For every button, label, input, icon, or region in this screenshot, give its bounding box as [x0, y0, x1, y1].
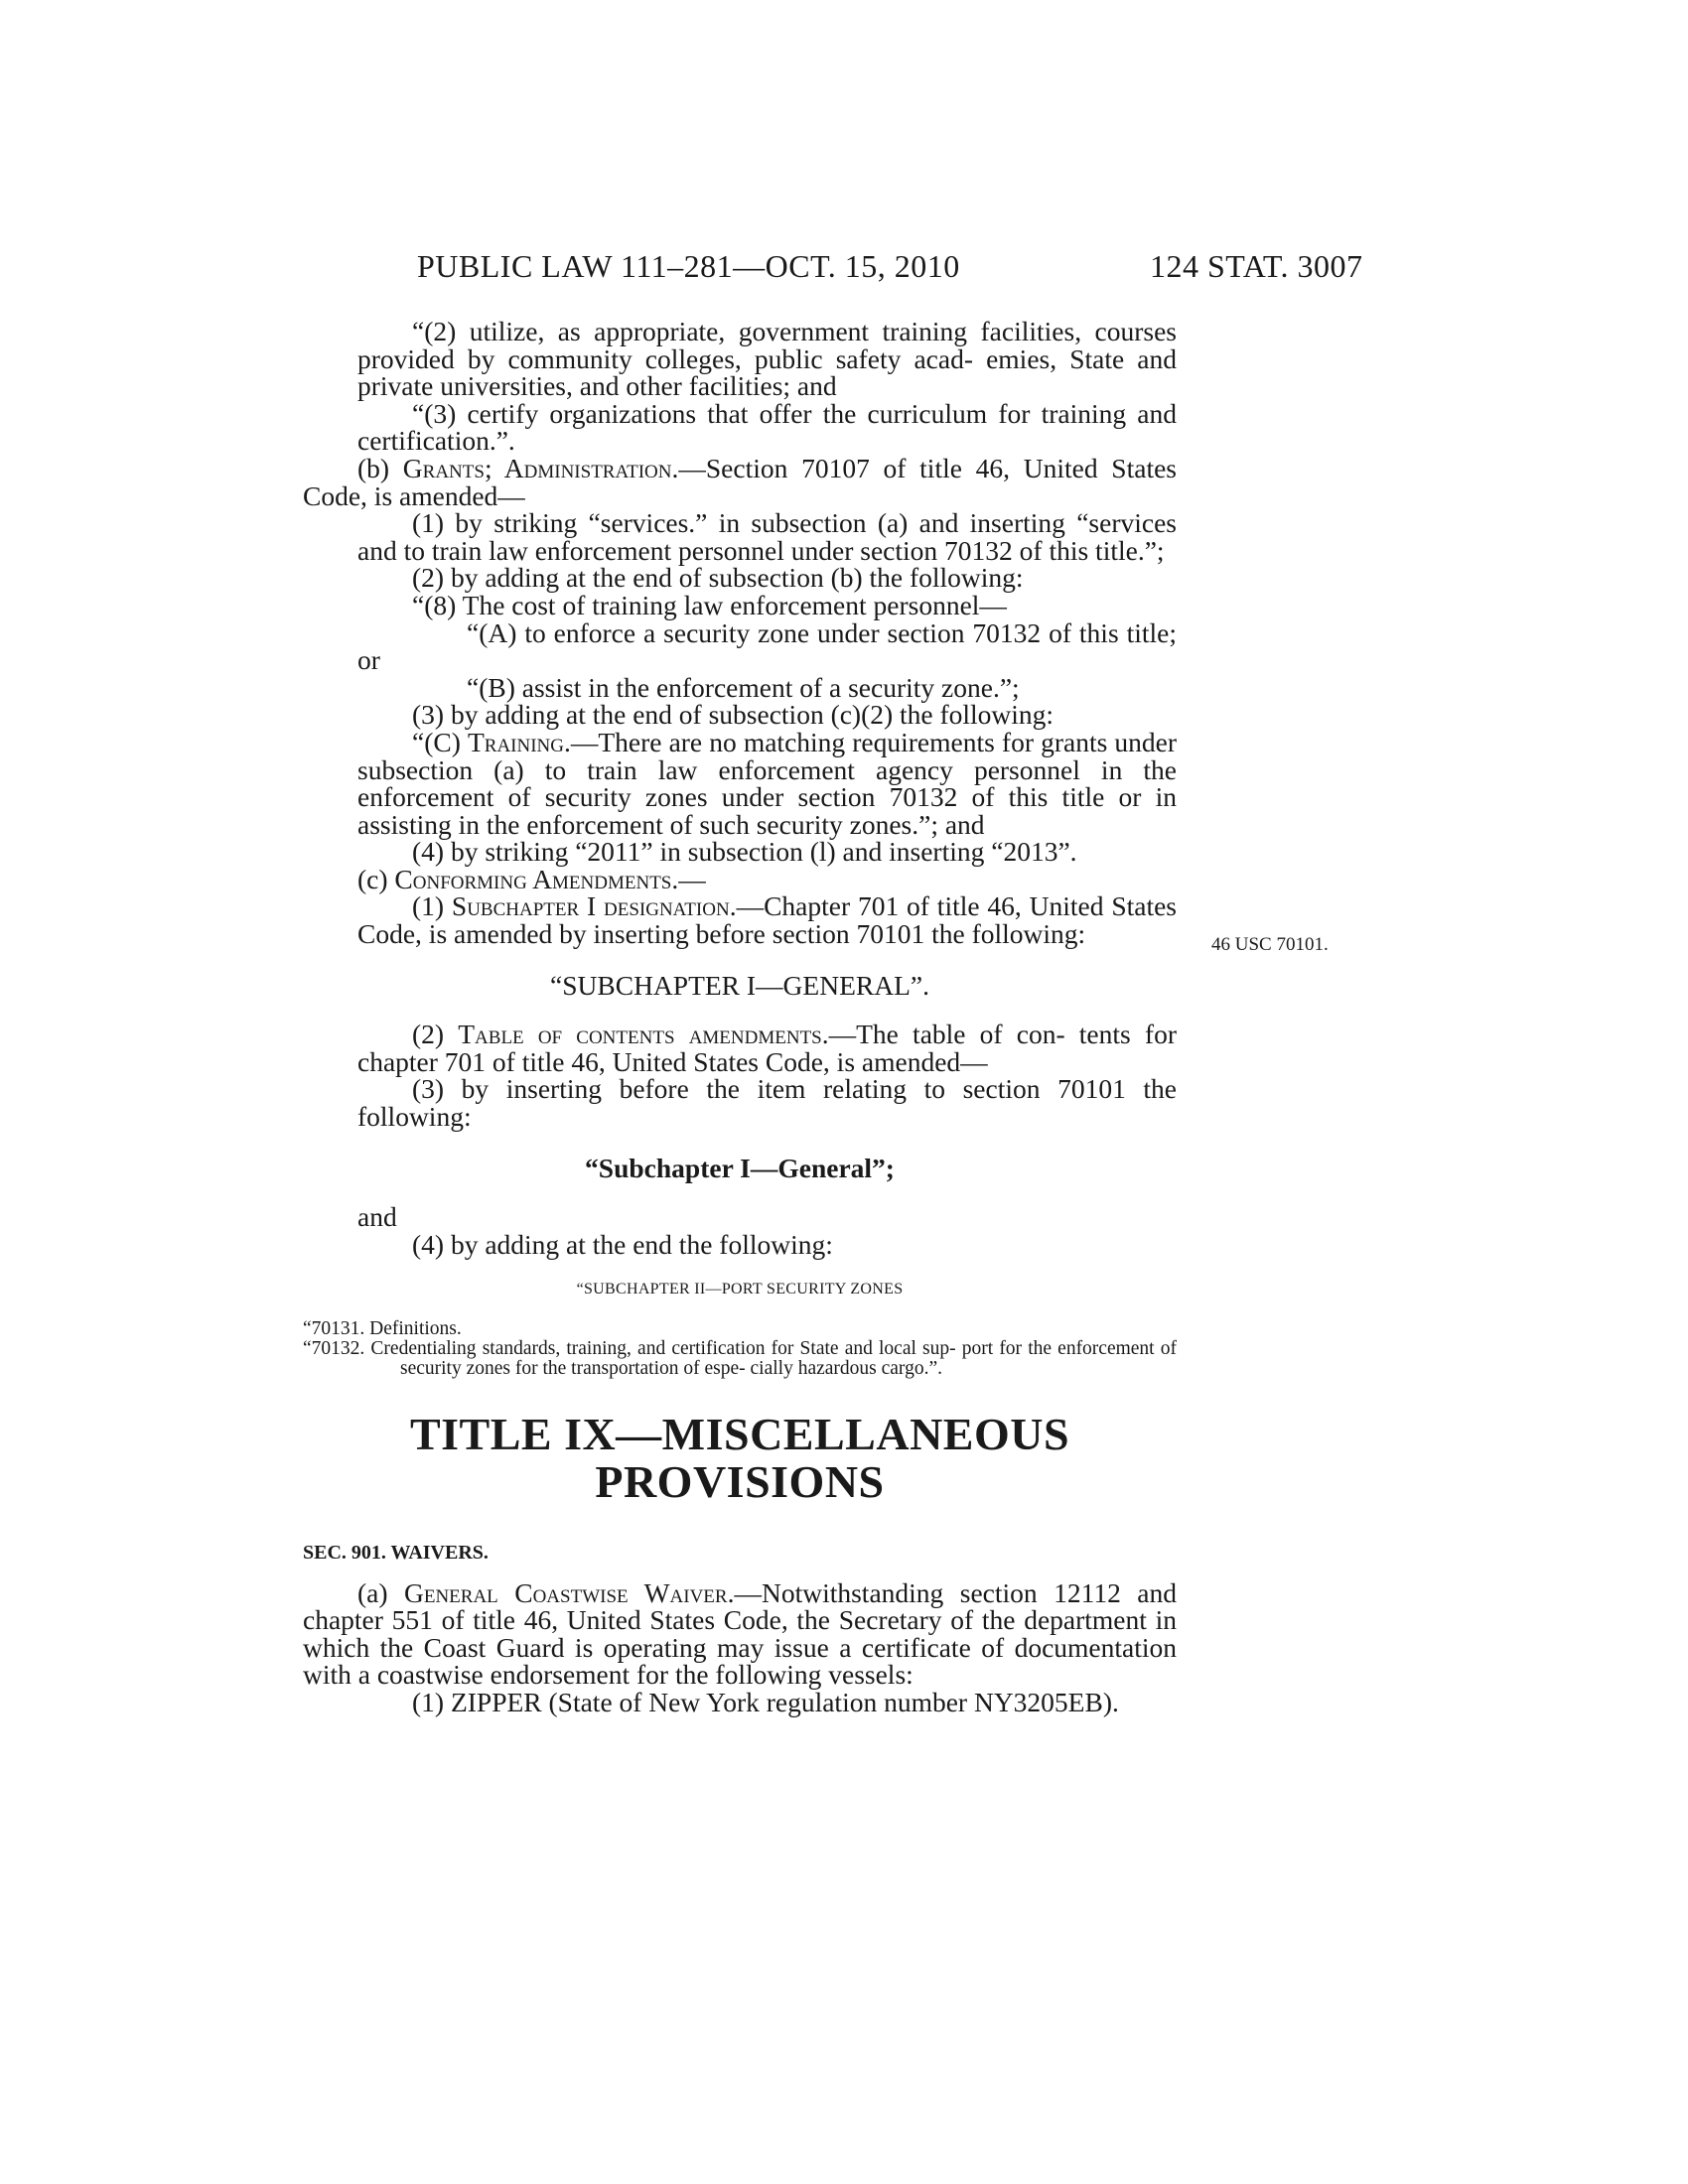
subsection-b — [303, 452, 1177, 511]
waiver-heading: General Coastwise Waiver — [403, 1576, 728, 1608]
title-line-2: PROVISIONS — [595, 1456, 885, 1507]
training-text: .—There are no matching requirements for grants under subsection (a) to train law enforcement agency personnel in the enforcement of security zones under section 70132 of this title or in assisting in the enforcement of such security zones.”; and — [357, 726, 1177, 840]
paragraph-2-toc — [303, 1021, 1177, 1075]
toc-heading: Table of contents amendments — [458, 1019, 822, 1050]
subsection-c — [303, 863, 1177, 894]
title-ix-heading — [303, 1411, 1177, 1506]
designation-heading: Subchapter I designation — [451, 890, 730, 922]
subsection-c-label: (c) — [357, 863, 395, 894]
paragraph-4-adding: (4) by adding at the end the following: — [412, 1228, 833, 1260]
subsection-c-heading: Conforming Amendments — [394, 863, 672, 894]
subsection-b-text: .—Section 70107 of title 46, United States Code, is amended— — [303, 452, 1177, 511]
training-heading: Training — [467, 726, 564, 757]
subchapter-ii-heading: “SUBCHAPTER II—PORT SECURITY ZONES — [576, 1281, 904, 1298]
paragraph-1-striking: (1) by striking “services.” in subsection (a) and inserting “services and to train law enforcement personnel under section 70132 of this title.”; — [357, 507, 1177, 566]
paragraph-4-striking: (4) by striking “2011” in subsection (l) and inserting “2013”. — [412, 836, 1077, 868]
toc-item-70131: “70131. Definitions. — [303, 1318, 462, 1339]
and-connector: and — [357, 1201, 397, 1233]
paragraph-2-adding: (2) by adding at the end of subsection (b) the following: — [412, 562, 1024, 594]
toc-item-70132: “70132. Credentialing standards, training, and certification for State and local sup- port for the enforcement of security zones for the transportation of espe- cially hazardous cargo.”. — [303, 1338, 1177, 1379]
subsection-b-label: (b) — [357, 452, 403, 483]
toc-label: (2) — [412, 1019, 459, 1050]
subparagraph-c-training — [303, 726, 1177, 840]
page-body — [303, 318, 1177, 1716]
subchapter-i-caps: “SUBCHAPTER I—GENERAL”. — [550, 969, 929, 1001]
paragraph-1-zipper: (1) ZIPPER (State of New York regulation number NY3205EB). — [412, 1686, 1119, 1717]
waiver-text: .—Notwithstanding section 12112 and chapter 551 of title 46, United States Code, the Secretary of the department in which the Coast Guard is operating may issue a certificate of documentation with a coastwise endorsement for the following vessels: — [303, 1576, 1177, 1691]
paragraph-1-designation — [303, 890, 1178, 950]
paragraph-2-utilize: “(2) utilize, as appropriate, government training facilities, courses provided by community colleges, public safety acad- emies, State and private universities, and other facilities; and — [357, 316, 1177, 402]
title-line-1: TITLE IX—MISCELLANEOUS — [409, 1409, 1070, 1459]
toc-text: .—The table of con- tents for chapter 701 of title 46, United States Code, is amended— — [357, 1019, 1177, 1077]
subparagraph-b: “(B) assist in the enforcement of a security zone.”; — [467, 671, 1020, 703]
designation-label: (1) — [412, 890, 452, 922]
paragraph-3-certify: “(3) certify organizations that offer the curriculum for training and certification.”. — [357, 397, 1177, 457]
subsection-c-text: .— — [671, 863, 706, 894]
waiver-label: (a) — [357, 1576, 404, 1608]
training-label: “(C) — [412, 726, 468, 757]
designation-text: .—Chapter 701 of title 46, United States Code, is amended by inserting before section 70101 the following: — [357, 890, 1178, 950]
marginal-citation: 46 USC 70101. — [1211, 934, 1329, 955]
subchapter-i-bold: “Subchapter I—General”; — [585, 1152, 895, 1183]
paragraph-8-cost: “(8) The cost of training law enforcement personnel— — [412, 589, 1007, 620]
paragraph-3-adding: (3) by adding at the end of subsection (c)(2) the following: — [412, 699, 1055, 731]
subsection-b-heading: Grants; Administration — [402, 452, 672, 483]
paragraph-3-inserting: (3) by inserting before the item relating to section 70101 the following: — [357, 1073, 1177, 1133]
running-header-right: 124 STAT. 3007 — [1150, 248, 1363, 284]
section-901-heading: SEC. 901. WAIVERS. — [303, 1542, 489, 1564]
running-header-left: PUBLIC LAW 111–281—OCT. 15, 2010 — [417, 248, 960, 284]
subparagraph-a: “(A) to enforce a security zone under section 70132 of this title; or — [357, 616, 1177, 676]
subsection-a-waiver — [303, 1576, 1177, 1691]
